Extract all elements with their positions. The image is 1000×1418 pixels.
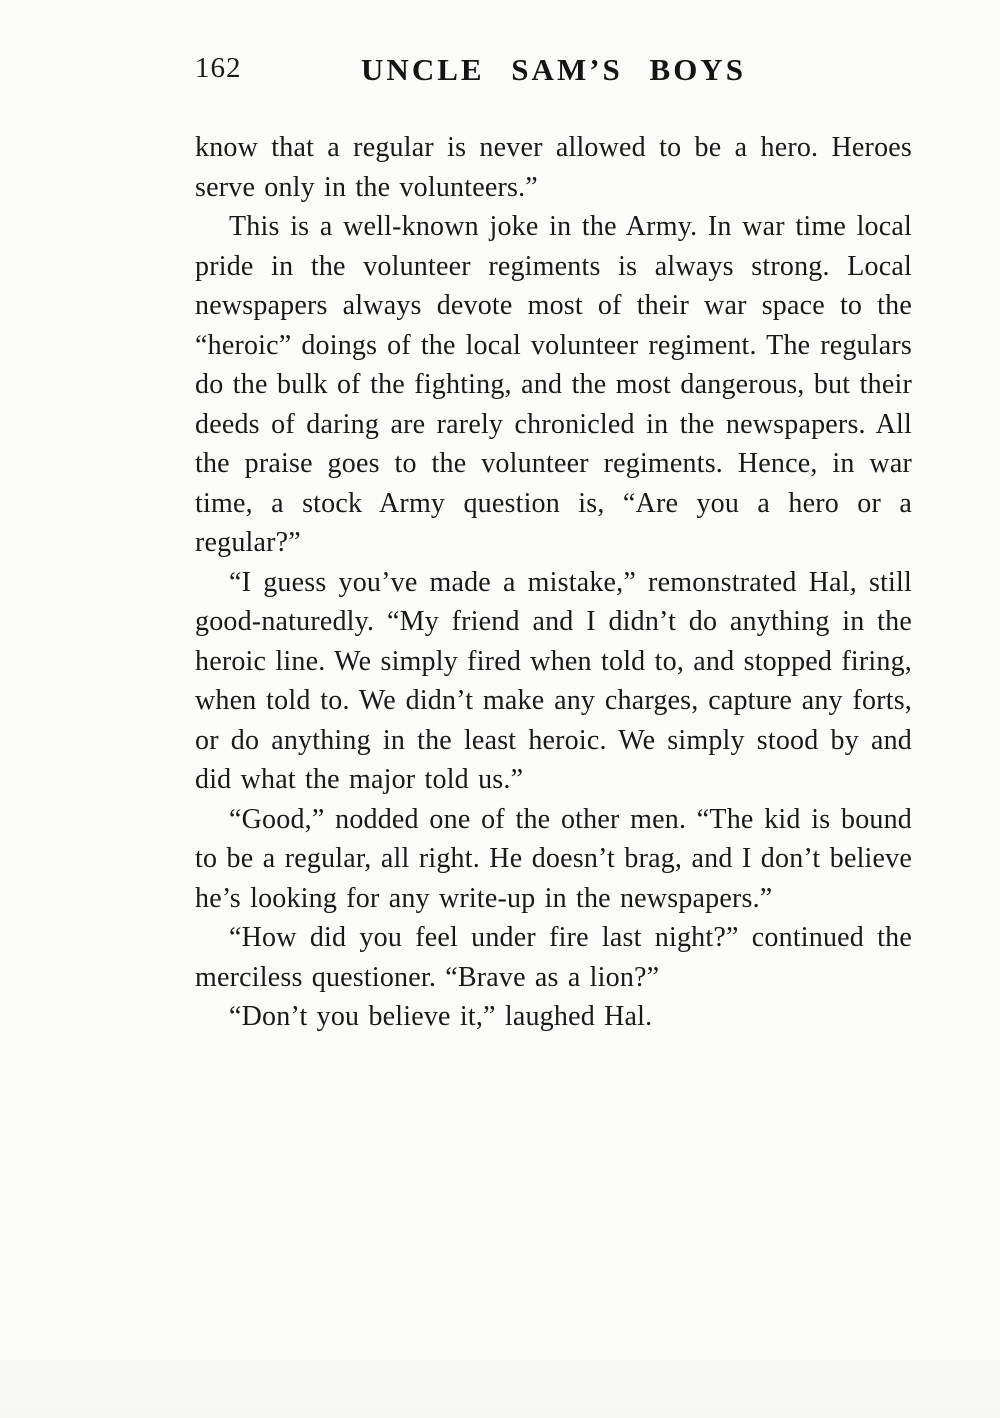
- paragraph: “I guess you’ve made a mistake,” remonstrated Hal, still good-naturedly. “My friend and I didn’t do anything in the heroic line. We simply fired when told to, and stopped firing, when told to. We didn’t make any charges, capture any forts, or do anything in the least heroic. We simply stood by and did what the major told us.”: [195, 566, 912, 795]
- body-text: [195, 128, 912, 1037]
- page-header: [195, 52, 912, 96]
- paragraph: “Don’t you believe it,” laughed Hal.: [229, 1001, 653, 1032]
- paragraph: This is a well-known joke in the Army. In war time local pride in the volunteer regiments is always strong. Local newspapers always devote most of their war space to the “heroic” doings of the local volunteer regiment. The regulars do the bulk of the fighting, and the most dangerous, but their deeds of daring are rarely chronicled in the newspapers. All the praise goes to the volunteer regiments. Hence, in war time, a stock Army question is, “Are you a hero or a regular?”: [195, 211, 912, 558]
- running-title: UNCLE SAM’S BOYS: [361, 52, 746, 87]
- paragraph: “Good,” nodded one of the other men. “The kid is bound to be a regular, all right. He doesn’t brag, and I don’t believe he’s looking for any write-up in the newspapers.”: [195, 803, 912, 914]
- paragraph: “How did you feel under fire last night?” continued the merciless questioner. “Brave as a lion?”: [195, 922, 912, 993]
- page-number: 162: [195, 52, 242, 84]
- paragraph: know that a regular is never allowed to be a hero. Heroes serve only in the volunteers.”: [195, 132, 912, 203]
